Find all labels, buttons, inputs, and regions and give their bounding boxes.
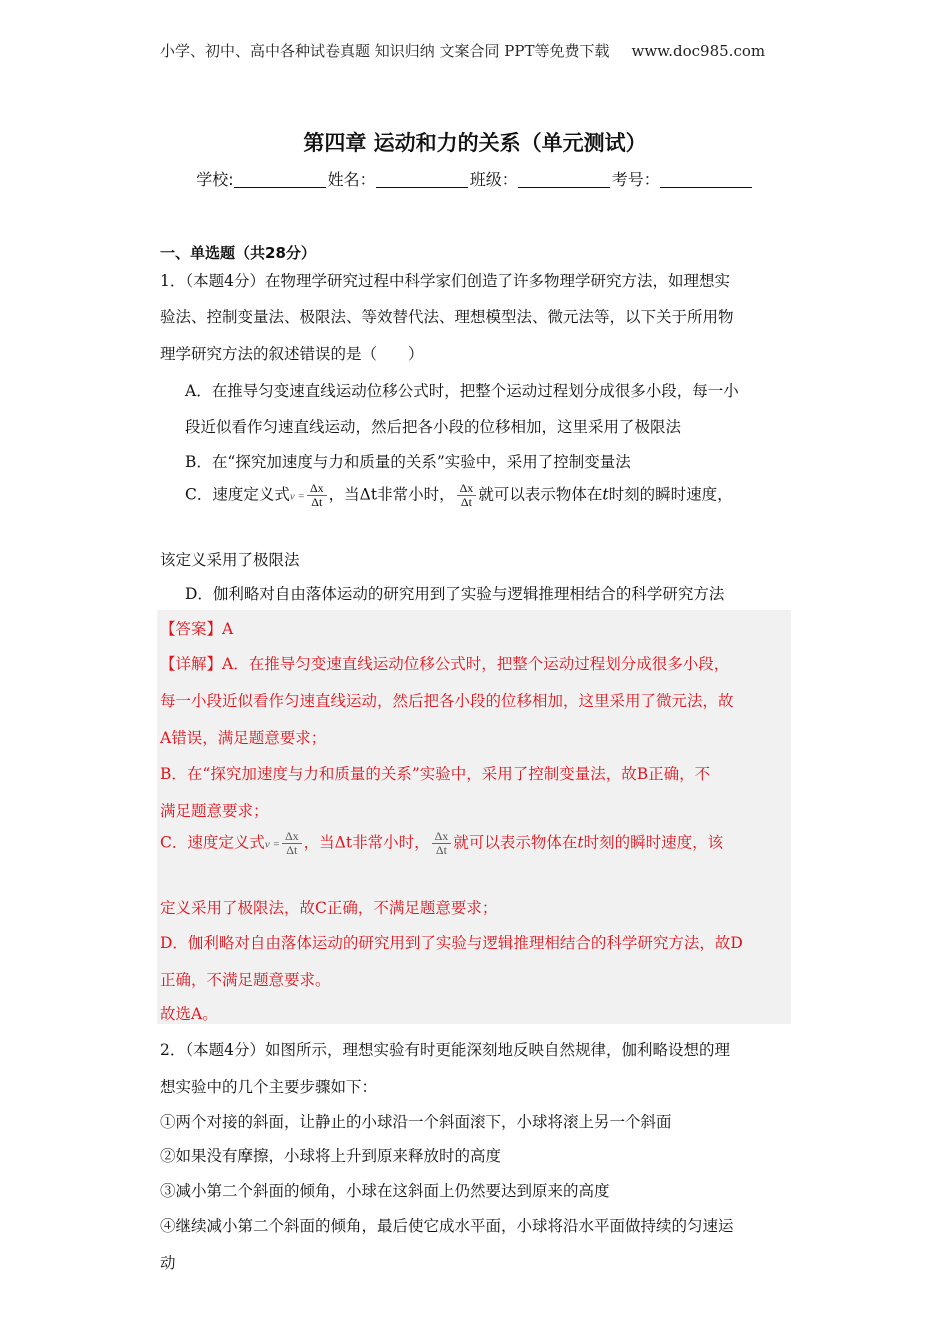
detail-formula-v: v =: [264, 838, 280, 851]
formula-v: v =: [289, 490, 305, 503]
formula-fraction: $\frac{\Delta x}{\Delta t}$: [307, 482, 327, 509]
q1-option-c-middle: ，当Δt非常小时，: [328, 485, 455, 504]
school-label: 学校:: [196, 170, 234, 189]
name-blank: [376, 171, 468, 188]
formula-fraction-2: $\frac{\Delta x}{\Delta t}$: [457, 482, 477, 509]
q1-option-c-post: 就可以表示物体在: [478, 485, 603, 504]
q1-line2: 验法、控制变量法、极限法、等效替代法、理想模型法、微元法等，以下关于所用物: [160, 308, 734, 326]
q1-option-a-line1: A．在推导匀变速直线运动位移公式时，把整个运动过程划分成很多小段，每一小: [185, 382, 739, 400]
q2-step1: ①两个对接的斜面，让静止的小球沿一个斜面滚下，小球将滚上另一个斜面: [160, 1113, 672, 1131]
detail-line9: 正确，不满足题意要求。: [160, 971, 331, 989]
class-label: 班级：: [469, 170, 518, 189]
page-header: [160, 40, 765, 61]
q2-step3: ③减小第二个斜面的倾角，小球在这斜面上仍然要达到原来的高度: [160, 1182, 610, 1200]
detail-line8: D．伽利略对自由落体运动的研究用到了实验与逻辑推理相结合的科学研究方法，故D: [160, 934, 743, 952]
class-blank: [518, 171, 610, 188]
q1-option-c-end: 时刻的瞬时速度，: [608, 485, 733, 504]
header-url[interactable]: www.doc985.com: [631, 42, 766, 60]
detail-line1: 【详解】A．在推导匀变速直线运动位移公式时，把整个运动过程划分成很多小段，: [160, 655, 730, 673]
q1-line3: 理学研究方法的叙述错误的是（ ）: [160, 345, 424, 363]
detail-formula-fraction-2: $\frac{\Delta x}{\Delta t}$: [432, 830, 452, 857]
answer-label: 【答案】A: [160, 620, 234, 638]
detail-c-t: t: [577, 833, 584, 852]
q2-step4-line2: 动: [160, 1254, 176, 1272]
document-title: 第四章 运动和力的关系（单元测试）: [303, 131, 647, 155]
section-heading: 一、单选题（共28分）: [160, 244, 316, 262]
exam-no-label: 考号：: [611, 170, 660, 189]
detail-line6: [160, 830, 723, 857]
q2-line1: 2．（本题4分）如图所示，理想实验有时更能深刻地反映自然规律，伽利略设想的理: [160, 1041, 730, 1059]
student-info-line: [0, 167, 950, 190]
exam-no-blank: [660, 171, 752, 188]
detail-line10: 故选A。: [160, 1005, 218, 1023]
q1-option-c: [185, 482, 733, 509]
q1-option-c-line2: 该定义采用了极限法: [160, 551, 300, 569]
detail-c-end: 时刻的瞬时速度，该: [583, 833, 724, 852]
q1-option-d: D．伽利略对自由落体运动的研究用到了实验与逻辑推理相结合的科学研究方法: [185, 585, 725, 603]
detail-line4: B．在“探究加速度与力和质量的关系”实验中，采用了控制变量法，故B正确，不: [160, 765, 711, 783]
detail-line3: A错误，满足题意要求；: [160, 729, 327, 747]
q2-step2: ②如果没有摩擦，小球将上升到原来释放时的高度: [160, 1147, 502, 1165]
detail-line7: 定义采用了极限法，故C正确，不满足题意要求；: [160, 899, 498, 917]
q1-option-c-prefix: C．速度定义式: [185, 485, 290, 504]
q2-step4-line1: ④继续减小第二个斜面的倾角，最后使它成水平面，小球将沿水平面做持续的匀速运: [160, 1217, 734, 1235]
q1-option-b: B．在“探究加速度与力和质量的关系”实验中，采用了控制变量法: [185, 453, 631, 471]
q2-line2: 想实验中的几个主要步骤如下：: [160, 1078, 378, 1096]
detail-line2: 每一小段近似看作匀速直线运动，然后把各小段的位移相加，这里采用了微元法，故: [160, 692, 734, 710]
detail-line5: 满足题意要求；: [160, 802, 269, 820]
q1-option-a-line2: 段近似看作匀速直线运动，然后把各小段的位移相加，这里采用了极限法: [185, 418, 682, 436]
school-blank: [234, 171, 326, 188]
name-label: 姓名：: [327, 170, 376, 189]
detail-formula-fraction: $\frac{\Delta x}{\Delta t}$: [282, 830, 302, 857]
detail-c-middle: ，当Δt非常小时，: [303, 833, 430, 852]
detail-c-post: 就可以表示物体在: [453, 833, 578, 852]
q1-line1: 1．（本题4分）在物理学研究过程中科学家们创造了许多物理学研究方法，如理想实: [160, 272, 730, 290]
header-site-text: 小学、初中、高中各种试卷真题 知识归纳 文案合同 PPT等免费下载: [160, 42, 610, 60]
q1-option-c-t: t: [602, 485, 609, 504]
detail-c-prefix: C．速度定义式: [160, 833, 265, 852]
